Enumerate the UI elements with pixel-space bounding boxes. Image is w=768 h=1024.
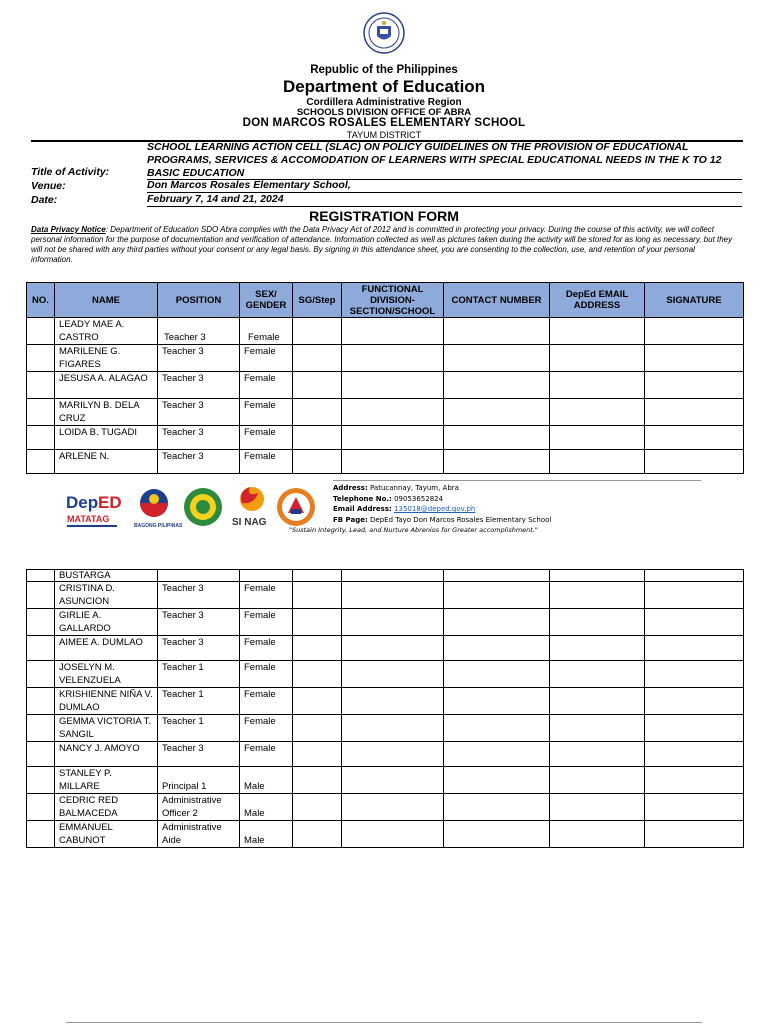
- table-row: [27, 345, 744, 372]
- name-cell: AIMEE A. DUMLAO: [55, 636, 158, 661]
- school-contact-block: [333, 483, 551, 525]
- position-cell: [158, 570, 240, 582]
- table-row: [27, 450, 744, 474]
- position-cell: Principal 1: [158, 767, 240, 794]
- district-line: TAYUM DISTRICT: [346, 130, 422, 140]
- registration-table-page2: [26, 569, 744, 848]
- svg-text:Dep: Dep: [66, 493, 99, 512]
- privacy-label: Data Privacy Notice: [31, 225, 106, 234]
- position-cell: Teacher 3: [158, 426, 240, 450]
- deped-seal-icon: [363, 12, 405, 54]
- date-label: Date:: [31, 194, 58, 206]
- name-cell: BUSTARGA: [55, 570, 158, 582]
- privacy-text: : Department of Education SDO Abra complies with the Data Privacy Act of 2012 and is committed in protecting your privacy. During the course of this activity, we will collect personal information for the purpose of documentation and verification of attendance. Information collected as well as pictures taken during the activity will be stored for as long as necessary, but they will not be shared with any third parties without your consent or any legal basis. By signing in this attendance sheet, you are consenting to the collection, use, and retention of your personal information.: [31, 225, 733, 264]
- sex-cell: Female: [240, 372, 293, 399]
- address-value: Patucannay, Tayum, Abra: [370, 484, 459, 492]
- name-cell: JESUSA A. ALAGAO: [55, 372, 158, 399]
- name-cell: GEMMA VICTORIA T. SANGIL: [55, 715, 158, 742]
- table-row: [27, 636, 744, 661]
- name-cell: MARILENE G. FIGARES: [55, 345, 158, 372]
- sex-cell: Female: [240, 450, 293, 474]
- district-seal-logo: [183, 487, 223, 527]
- republic-line: Republic of the Philippines: [310, 64, 458, 76]
- svg-text:SI NAG: SI NAG: [232, 517, 267, 528]
- name-cell: JOSELYN M. VELENZUELA: [55, 661, 158, 688]
- table-row: [27, 742, 744, 767]
- position-cell: Teacher 3: [158, 399, 240, 426]
- bagong-pilipinas-logo: [132, 485, 183, 529]
- table-row: [27, 767, 744, 794]
- region-line: Cordillera Administrative Region: [306, 97, 462, 108]
- name-cell: GIRLIE A. GALLARDO: [55, 609, 158, 636]
- division-line: SCHOOLS DIVISION OFFICE OF ABRA: [296, 107, 472, 118]
- position-cell: Teacher 1: [158, 661, 240, 688]
- sex-cell: Female: [240, 399, 293, 426]
- col-header-sex: SEX/ GENDER: [240, 283, 293, 318]
- table-row: [27, 570, 744, 582]
- department-title: Department of Education: [282, 77, 486, 96]
- position-cell: Administrative Officer 2: [158, 794, 240, 821]
- svg-text:ED: ED: [98, 493, 122, 512]
- sex-cell: Female: [240, 661, 293, 688]
- table-header-row: [27, 283, 744, 318]
- name-cell: LEADY MAE A. CASTRO: [55, 318, 158, 345]
- table-row: [27, 661, 744, 688]
- footer-top-rule: [333, 480, 701, 481]
- position-cell: Teacher 1: [158, 715, 240, 742]
- table-row: [27, 426, 744, 450]
- position-cell: Teacher 3: [158, 345, 240, 372]
- position-cell: Teacher 3: [158, 318, 240, 345]
- name-cell: MARILYN B. DELA CRUZ: [55, 399, 158, 426]
- phone-label: Telephone No.:: [333, 494, 392, 503]
- position-cell: Teacher 3: [158, 450, 240, 474]
- col-header-contact: CONTACT NUMBER: [444, 283, 550, 318]
- name-cell: LOIDA B. TUGADI: [55, 426, 158, 450]
- sex-cell: [240, 570, 293, 582]
- name-cell: STANLEY P. MILLARE: [55, 767, 158, 794]
- page-bottom-rule: [66, 1022, 702, 1023]
- col-header-division: FUNCTIONAL DIVISION-SECTION/SCHOOL: [342, 283, 444, 318]
- table-row: [27, 582, 744, 609]
- sex-cell: Female: [240, 609, 293, 636]
- address-label: Address:: [333, 484, 368, 492]
- col-header-sg: SG/Step: [293, 283, 342, 318]
- school-seal-logo: [276, 487, 316, 527]
- position-cell: Teacher 3: [158, 742, 240, 767]
- date-underline: [147, 206, 742, 207]
- col-header-position: POSITION: [158, 283, 240, 318]
- name-cell: KRISHIENNE NIÑA V. DUMLAO: [55, 688, 158, 715]
- table-row: [27, 688, 744, 715]
- school-motto: "Sustain Integrity, Lead, and Nurture Abrenios for Greater accomplishment.": [289, 526, 538, 534]
- position-cell: Administrative Aide: [158, 821, 240, 848]
- sex-cell: Female: [240, 318, 293, 345]
- email-label: Email Address:: [333, 505, 392, 513]
- table-row: [27, 794, 744, 821]
- sinag-logo: [228, 483, 270, 529]
- col-header-no: NO.: [27, 283, 55, 318]
- sex-cell: Female: [240, 636, 293, 661]
- venue-label: Venue:: [31, 180, 66, 192]
- fb-value: DepEd Tayo Don Marcos Rosales Elementary School: [370, 515, 552, 524]
- date-value: February 7, 14 and 21, 2024: [147, 193, 284, 205]
- privacy-notice: [31, 225, 737, 265]
- svg-text:MATATAG: MATATAG: [67, 514, 110, 524]
- table-row: [27, 609, 744, 636]
- registration-table-page1: [26, 282, 744, 474]
- col-header-signature: SIGNATURE: [645, 283, 744, 318]
- sex-cell: Female: [240, 345, 293, 372]
- position-cell: Teacher 3: [158, 636, 240, 661]
- position-cell: Teacher 3: [158, 609, 240, 636]
- sex-cell: Female: [240, 715, 293, 742]
- table-row: [27, 399, 744, 426]
- phone-value: 09053652824: [394, 494, 444, 503]
- name-cell: NANCY J. AMOYO: [55, 742, 158, 767]
- col-header-email: DepEd EMAIL ADDRESS: [550, 283, 645, 318]
- sex-cell: Female: [240, 426, 293, 450]
- table-row: [27, 372, 744, 399]
- name-cell: CEDRIC RED BALMACEDA: [55, 794, 158, 821]
- sex-cell: Male: [240, 821, 293, 848]
- email-link[interactable]: 135018@deped.gov.ph: [394, 505, 476, 513]
- deped-matatag-logo: [64, 488, 124, 532]
- name-cell: CRISTINA D. ASUNCION: [55, 582, 158, 609]
- table-row: [27, 715, 744, 742]
- name-cell: EMMANUEL CABUNOT: [55, 821, 158, 848]
- activity-title-value: SCHOOL LEARNING ACTION CELL (SLAC) ON POLICY GUIDELINES ON THE PROVISION OF EDUCATIONAL PROGRAMS, SERVICES & ACCOMODATION OF LEARNERS WITH SPECIAL EDUCATIONAL NEEDS IN THE K TO 12 BASIC EDUCATION: [147, 141, 722, 179]
- position-cell: Teacher 1: [158, 688, 240, 715]
- form-title: REGISTRATION FORM: [309, 208, 459, 224]
- table-row: [27, 821, 744, 848]
- sex-cell: Female: [240, 582, 293, 609]
- sex-cell: Female: [240, 742, 293, 767]
- name-cell: ARLENE N.: [55, 450, 158, 474]
- sex-cell: Male: [240, 767, 293, 794]
- col-header-name: NAME: [55, 283, 158, 318]
- sex-cell: Male: [240, 794, 293, 821]
- fb-label: FB Page:: [333, 515, 368, 524]
- table-row: [27, 318, 744, 345]
- position-cell: Teacher 3: [158, 372, 240, 399]
- sex-cell: Female: [240, 688, 293, 715]
- venue-value: Don Marcos Rosales Elementary School,: [147, 179, 351, 191]
- position-cell: Teacher 3: [158, 582, 240, 609]
- svg-text:BAGONG PILIPINAS: BAGONG PILIPINAS: [134, 523, 183, 529]
- school-name: DON MARCOS ROSALES ELEMENTARY SCHOOL: [242, 117, 526, 129]
- activity-title-label: Title of Activity:: [31, 166, 110, 178]
